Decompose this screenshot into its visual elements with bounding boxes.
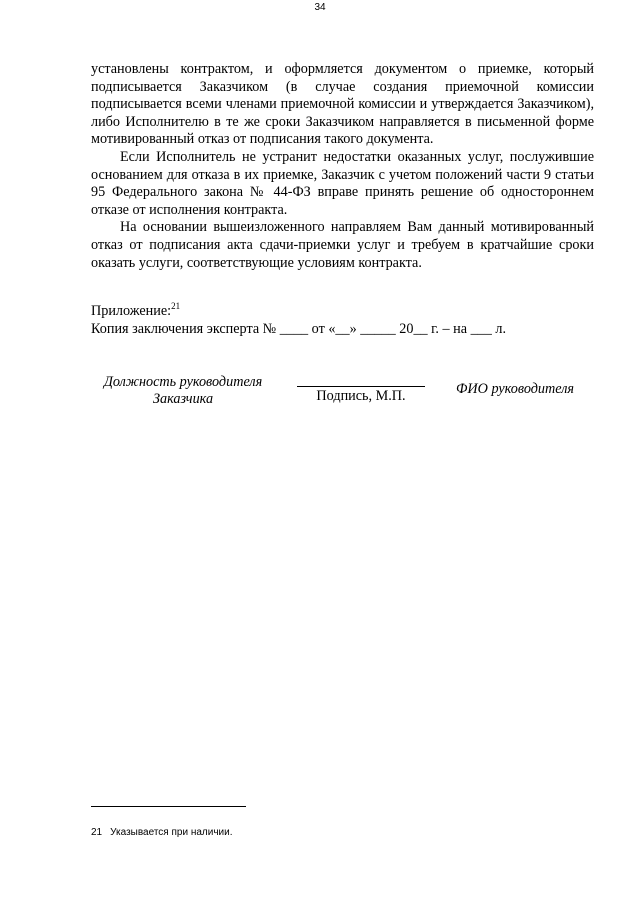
footnote-text: Указывается при наличии. xyxy=(110,827,233,838)
attachment-item: Копия заключения эксперта № ____ от «__» _____ 20__ г. – на ___ л. xyxy=(91,320,507,337)
document-body xyxy=(91,61,594,272)
attachment-label: Приложение: xyxy=(91,303,172,319)
signatory-position-line2: Заказчика xyxy=(152,391,214,407)
signatory-position-line1: Должность руководителя xyxy=(103,374,263,390)
paragraph-demand: На основании вышеизложенного направляем Вам данный мотивированный отказ от подписания акта сдачи-приемки услуг и требуем в кратчайшие сроки оказать услуги, соответствующие условиям контракта. xyxy=(91,219,594,271)
signature-line xyxy=(297,386,425,387)
footnote-separator xyxy=(91,806,246,807)
footnote-reference: 21 xyxy=(171,301,181,311)
signatory-position xyxy=(88,374,278,408)
attachment-block xyxy=(91,303,594,338)
page-number: 34 xyxy=(314,2,326,13)
footnote xyxy=(91,827,233,838)
signatory-name-caption: ФИО руководителя xyxy=(456,381,574,397)
paragraph-unilateral-refusal: Если Исполнитель не устранит недостатки оказанных услуг, послужившие основанием для отказа в их приемке, Заказчик с учетом положений части 9 статьи 95 Федерального закона № 44-ФЗ вправе принять решение об одностороннем отказе от исполнения контракта. xyxy=(91,148,594,218)
footnote-number: 21 xyxy=(91,827,103,838)
paragraph-continuation: установлены контрактом, и оформляется документом о приемке, который подписывается Заказчиком (в случае создания приемочной комиссии подписывается всеми членами приемочной комиссии и утверждается Заказчиком), либо Исполнителю в те же сроки Заказчиком направляется в письменной форме мотивированный отказ от подписания такого документа. xyxy=(91,61,594,148)
signature-caption: Подпись, М.П. xyxy=(316,388,406,404)
attachment-label-line xyxy=(91,303,594,321)
